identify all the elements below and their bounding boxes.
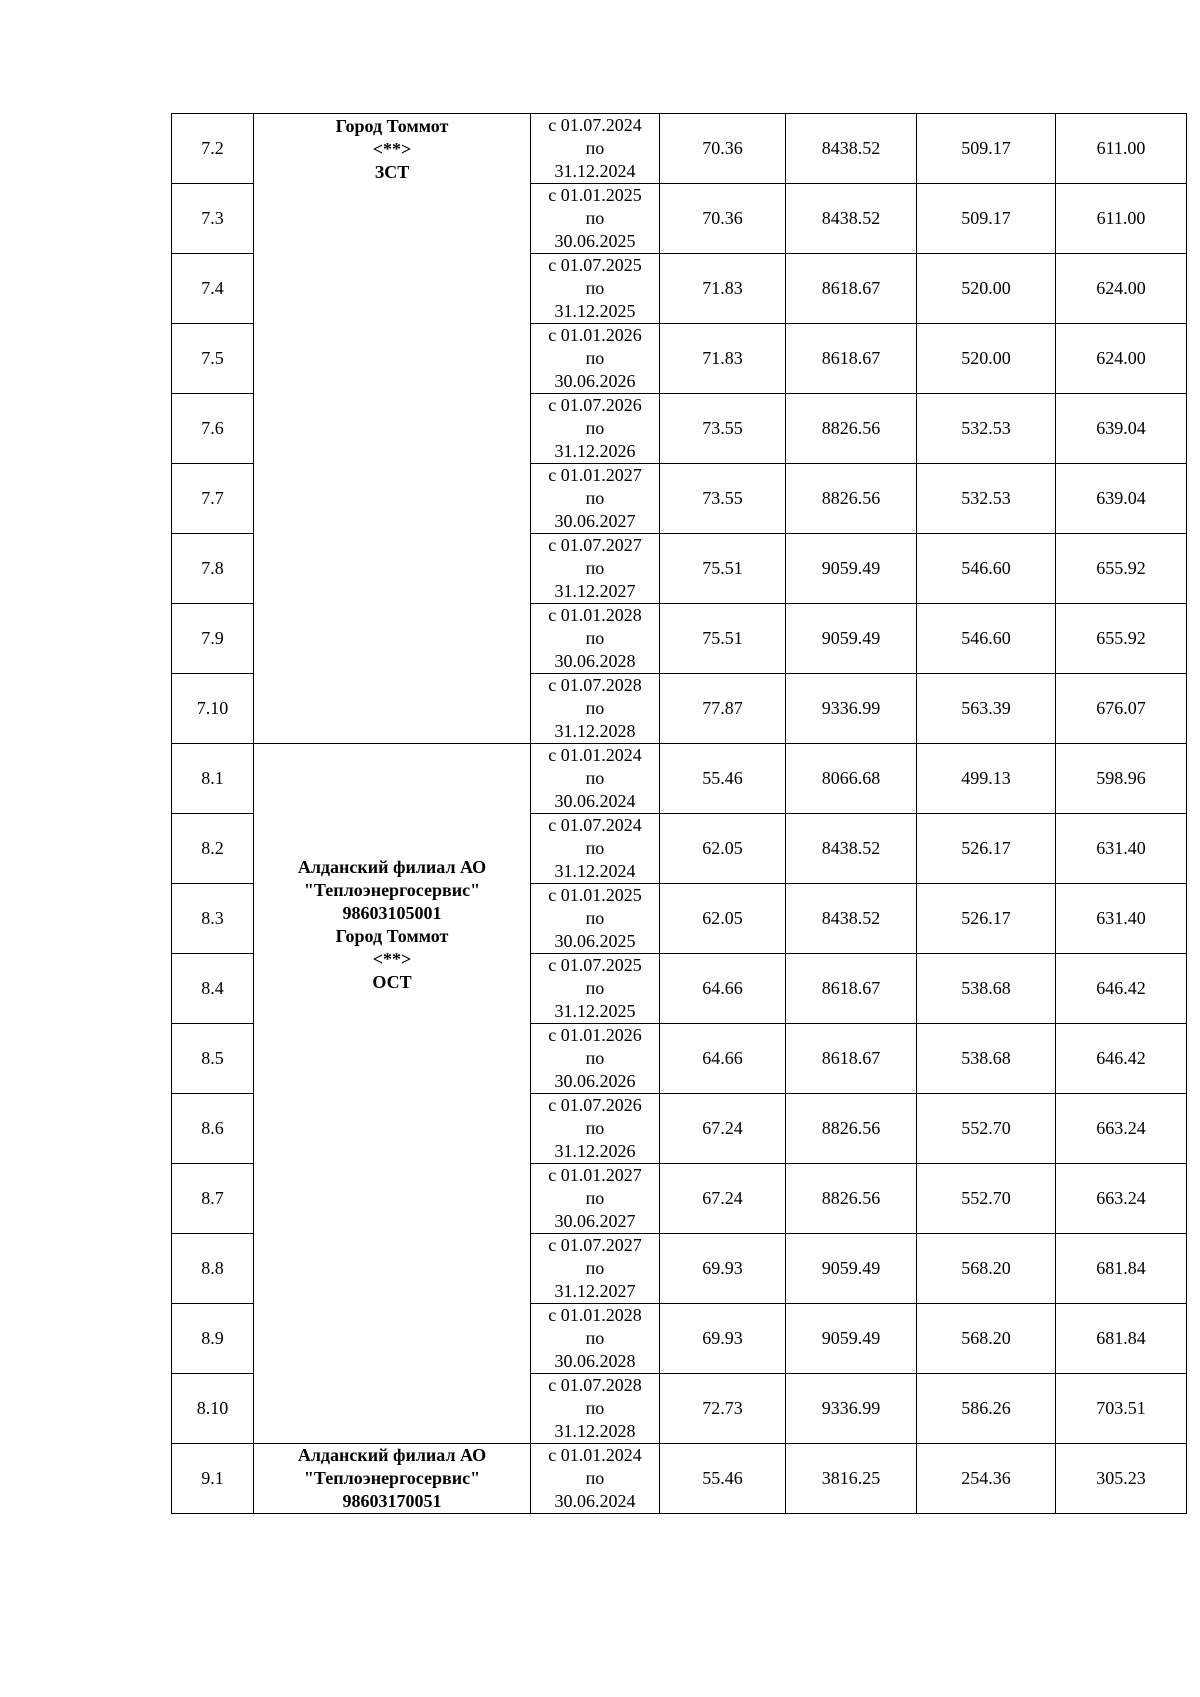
row-number-cell: 9.1 [172, 1444, 254, 1514]
value-cell-4: 646.42 [1056, 954, 1187, 1024]
period-cell [531, 324, 660, 394]
value-cell-4: 663.24 [1056, 1094, 1187, 1164]
value-cell-2: 8826.56 [786, 464, 917, 534]
table-row [172, 1444, 1187, 1514]
organization-line: 98603170051 [342, 1491, 442, 1511]
period-line: по [585, 348, 605, 368]
organization-line: <**> [372, 949, 412, 969]
period-line: 31.12.2024 [554, 161, 636, 181]
period-line: 30.06.2026 [554, 1071, 636, 1091]
period-line: с 01.07.2027 [548, 535, 642, 555]
period-cell [531, 534, 660, 604]
row-number-cell: 8.7 [172, 1164, 254, 1234]
value-cell-2: 8826.56 [786, 1164, 917, 1234]
value-cell-3: 532.53 [917, 464, 1056, 534]
value-cell-1: 73.55 [660, 464, 786, 534]
period-line: по [585, 1468, 605, 1488]
organization-line: <**> [372, 139, 412, 159]
period-line: с 01.01.2025 [548, 185, 642, 205]
value-cell-4: 646.42 [1056, 1024, 1187, 1094]
period-cell [531, 184, 660, 254]
period-line: с 01.07.2025 [548, 255, 642, 275]
value-cell-2: 8438.52 [786, 814, 917, 884]
value-cell-1: 62.05 [660, 884, 786, 954]
value-cell-3: 254.36 [917, 1444, 1056, 1514]
value-cell-1: 67.24 [660, 1164, 786, 1234]
row-number-cell: 8.4 [172, 954, 254, 1024]
organization-line: ОСТ [372, 972, 412, 992]
value-cell-4: 676.07 [1056, 674, 1187, 744]
value-cell-3: 546.60 [917, 604, 1056, 674]
value-cell-3: 546.60 [917, 534, 1056, 604]
value-cell-4: 703.51 [1056, 1374, 1187, 1444]
period-line: с 01.01.2028 [548, 1305, 642, 1325]
organization-cell [254, 744, 531, 1444]
organization-line: Алданский филиал АО [297, 857, 487, 877]
value-cell-2: 8826.56 [786, 394, 917, 464]
value-cell-2: 8618.67 [786, 1024, 917, 1094]
value-cell-3: 552.70 [917, 1164, 1056, 1234]
period-line: 30.06.2028 [554, 1351, 636, 1371]
value-cell-4: 611.00 [1056, 114, 1187, 184]
value-cell-1: 55.46 [660, 1444, 786, 1514]
period-cell [531, 1304, 660, 1374]
period-cell [531, 1374, 660, 1444]
period-line: с 01.01.2026 [548, 1025, 642, 1045]
value-cell-2: 8438.52 [786, 114, 917, 184]
value-cell-4: 598.96 [1056, 744, 1187, 814]
value-cell-2: 8618.67 [786, 324, 917, 394]
period-line: по [585, 978, 605, 998]
value-cell-3: 568.20 [917, 1234, 1056, 1304]
row-number-cell: 7.9 [172, 604, 254, 674]
value-cell-3: 520.00 [917, 324, 1056, 394]
period-line: по [585, 418, 605, 438]
period-cell [531, 1234, 660, 1304]
value-cell-1: 55.46 [660, 744, 786, 814]
organization-line: 98603105001 [342, 903, 442, 923]
period-line: по [585, 488, 605, 508]
period-line: по [585, 1258, 605, 1278]
value-cell-4: 655.92 [1056, 534, 1187, 604]
value-cell-2: 8438.52 [786, 184, 917, 254]
value-cell-1: 70.36 [660, 184, 786, 254]
value-cell-1: 64.66 [660, 954, 786, 1024]
value-cell-4: 663.24 [1056, 1164, 1187, 1234]
period-line: 30.06.2026 [554, 371, 636, 391]
period-line: по [585, 558, 605, 578]
period-line: по [585, 1188, 605, 1208]
value-cell-4: 305.23 [1056, 1444, 1187, 1514]
period-line: с 01.07.2026 [548, 1095, 642, 1115]
period-line: с 01.01.2024 [548, 1445, 642, 1465]
row-number-cell: 7.10 [172, 674, 254, 744]
value-cell-4: 655.92 [1056, 604, 1187, 674]
period-cell [531, 1444, 660, 1514]
table-row [172, 744, 1187, 814]
period-line: по [585, 1048, 605, 1068]
period-line: 31.12.2024 [554, 861, 636, 881]
value-cell-2: 9059.49 [786, 604, 917, 674]
row-number-cell: 8.9 [172, 1304, 254, 1374]
value-cell-2: 3816.25 [786, 1444, 917, 1514]
period-cell [531, 114, 660, 184]
value-cell-4: 639.04 [1056, 464, 1187, 534]
period-line: с 01.07.2028 [548, 1375, 642, 1395]
period-line: 30.06.2024 [554, 791, 636, 811]
period-line: с 01.01.2027 [548, 465, 642, 485]
value-cell-3: 509.17 [917, 114, 1056, 184]
period-line: с 01.07.2027 [548, 1235, 642, 1255]
table-row [172, 114, 1187, 184]
value-cell-1: 64.66 [660, 1024, 786, 1094]
row-number-cell: 7.5 [172, 324, 254, 394]
value-cell-1: 75.51 [660, 534, 786, 604]
organization-line: Алданский филиал АО [297, 1445, 487, 1465]
value-cell-3: 520.00 [917, 254, 1056, 324]
period-line: с 01.01.2024 [548, 745, 642, 765]
period-cell [531, 744, 660, 814]
period-line: 31.12.2026 [554, 1141, 636, 1161]
value-cell-3: 586.26 [917, 1374, 1056, 1444]
row-number-cell: 8.1 [172, 744, 254, 814]
organization-cell [254, 1444, 531, 1514]
value-cell-3: 526.17 [917, 884, 1056, 954]
period-line: по [585, 1328, 605, 1348]
period-cell [531, 884, 660, 954]
period-line: по [585, 278, 605, 298]
value-cell-4: 631.40 [1056, 884, 1187, 954]
value-cell-2: 8826.56 [786, 1094, 917, 1164]
row-number-cell: 7.8 [172, 534, 254, 604]
period-line: 31.12.2025 [554, 1001, 636, 1021]
period-line: с 01.07.2024 [548, 815, 642, 835]
value-cell-4: 624.00 [1056, 324, 1187, 394]
organization-line: ЗСТ [374, 162, 410, 182]
period-line: с 01.07.2026 [548, 395, 642, 415]
period-cell [531, 604, 660, 674]
organization-cell [254, 114, 531, 744]
value-cell-3: 563.39 [917, 674, 1056, 744]
value-cell-2: 8438.52 [786, 884, 917, 954]
period-line: с 01.07.2024 [548, 115, 642, 135]
value-cell-1: 73.55 [660, 394, 786, 464]
value-cell-2: 9059.49 [786, 1304, 917, 1374]
period-line: по [585, 908, 605, 928]
row-number-cell: 7.7 [172, 464, 254, 534]
value-cell-4: 631.40 [1056, 814, 1187, 884]
table-body [172, 114, 1187, 1514]
period-line: с 01.07.2028 [548, 675, 642, 695]
value-cell-2: 9059.49 [786, 534, 917, 604]
period-line: с 01.01.2026 [548, 325, 642, 345]
period-line: 30.06.2027 [554, 511, 636, 531]
value-cell-1: 70.36 [660, 114, 786, 184]
organization-line: "Теплоэнергосервис" [303, 880, 481, 900]
value-cell-4: 639.04 [1056, 394, 1187, 464]
row-number-cell: 8.2 [172, 814, 254, 884]
period-cell [531, 464, 660, 534]
tariff-table [171, 113, 1187, 1514]
value-cell-3: 568.20 [917, 1304, 1056, 1374]
value-cell-1: 71.83 [660, 254, 786, 324]
period-cell [531, 1164, 660, 1234]
value-cell-3: 509.17 [917, 184, 1056, 254]
value-cell-1: 62.05 [660, 814, 786, 884]
value-cell-3: 538.68 [917, 1024, 1056, 1094]
period-line: 31.12.2026 [554, 441, 636, 461]
period-cell [531, 394, 660, 464]
organization-line: Город Томмот [335, 116, 449, 136]
period-line: по [585, 1398, 605, 1418]
row-number-cell: 7.4 [172, 254, 254, 324]
period-line: с 01.07.2025 [548, 955, 642, 975]
period-line: 30.06.2025 [554, 931, 636, 951]
period-line: 30.06.2028 [554, 651, 636, 671]
period-line: по [585, 698, 605, 718]
period-line: 30.06.2025 [554, 231, 636, 251]
value-cell-4: 681.84 [1056, 1234, 1187, 1304]
period-cell [531, 1024, 660, 1094]
period-cell [531, 1094, 660, 1164]
value-cell-1: 69.93 [660, 1304, 786, 1374]
value-cell-2: 9336.99 [786, 1374, 917, 1444]
value-cell-4: 624.00 [1056, 254, 1187, 324]
value-cell-2: 9059.49 [786, 1234, 917, 1304]
value-cell-4: 681.84 [1056, 1304, 1187, 1374]
period-cell [531, 674, 660, 744]
organization-line: Город Томмот [335, 926, 449, 946]
row-number-cell: 7.6 [172, 394, 254, 464]
value-cell-2: 8618.67 [786, 254, 917, 324]
value-cell-2: 8066.68 [786, 744, 917, 814]
value-cell-3: 532.53 [917, 394, 1056, 464]
value-cell-3: 526.17 [917, 814, 1056, 884]
period-line: по [585, 838, 605, 858]
organization-line: "Теплоэнергосервис" [303, 1468, 481, 1488]
period-line: 31.12.2027 [554, 1281, 636, 1301]
row-number-cell: 7.3 [172, 184, 254, 254]
row-number-cell: 7.2 [172, 114, 254, 184]
value-cell-1: 71.83 [660, 324, 786, 394]
value-cell-3: 499.13 [917, 744, 1056, 814]
period-line: 31.12.2027 [554, 581, 636, 601]
value-cell-2: 8618.67 [786, 954, 917, 1024]
period-line: по [585, 138, 605, 158]
period-line: с 01.01.2028 [548, 605, 642, 625]
period-line: по [585, 768, 605, 788]
row-number-cell: 8.8 [172, 1234, 254, 1304]
row-number-cell: 8.3 [172, 884, 254, 954]
row-number-cell: 8.5 [172, 1024, 254, 1094]
value-cell-1: 67.24 [660, 1094, 786, 1164]
period-line: по [585, 208, 605, 228]
row-number-cell: 8.6 [172, 1094, 254, 1164]
period-line: по [585, 1118, 605, 1138]
period-cell [531, 954, 660, 1024]
value-cell-1: 72.73 [660, 1374, 786, 1444]
period-line: по [585, 628, 605, 648]
period-line: с 01.01.2027 [548, 1165, 642, 1185]
value-cell-1: 77.87 [660, 674, 786, 744]
period-line: 31.12.2028 [554, 1421, 636, 1441]
value-cell-1: 75.51 [660, 604, 786, 674]
value-cell-4: 611.00 [1056, 184, 1187, 254]
period-line: 30.06.2024 [554, 1491, 636, 1511]
row-number-cell: 8.10 [172, 1374, 254, 1444]
period-cell [531, 254, 660, 324]
period-line: 31.12.2025 [554, 301, 636, 321]
value-cell-2: 9336.99 [786, 674, 917, 744]
period-line: 31.12.2028 [554, 721, 636, 741]
period-line: с 01.01.2025 [548, 885, 642, 905]
period-cell [531, 814, 660, 884]
value-cell-3: 552.70 [917, 1094, 1056, 1164]
value-cell-3: 538.68 [917, 954, 1056, 1024]
value-cell-1: 69.93 [660, 1234, 786, 1304]
period-line: 30.06.2027 [554, 1211, 636, 1231]
